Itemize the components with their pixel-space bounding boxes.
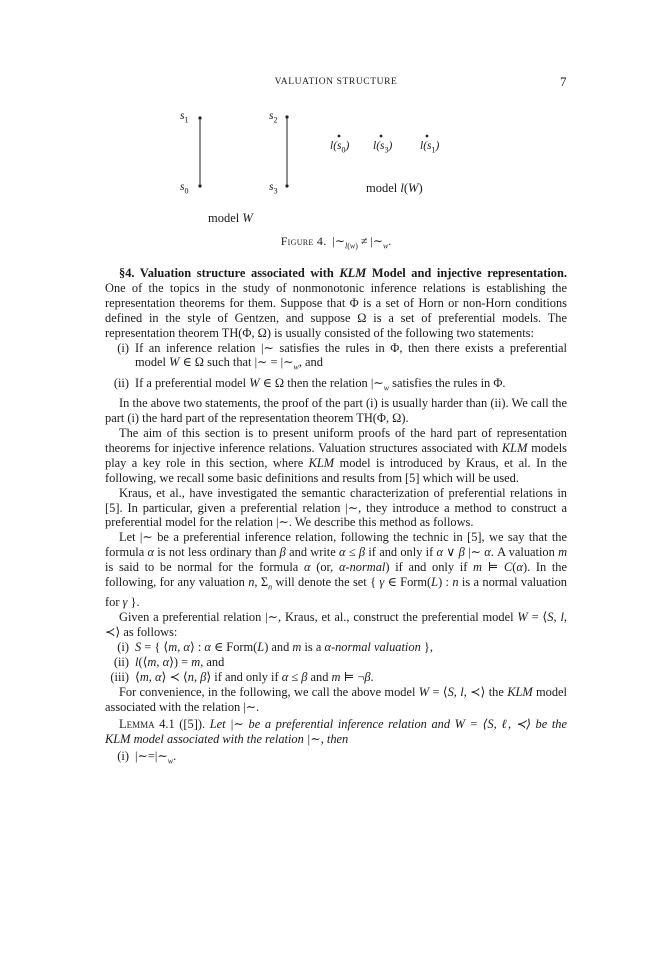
- paragraph: In the above two statements, the proof of the part (i) is usually harder than (ii). We call the part (i) the hard part of the representation theorem TH(Φ, Ω).: [105, 396, 567, 426]
- main-text: [105, 266, 567, 769]
- point-l-s3: [380, 135, 383, 138]
- section-heading-paragraph: §4. Valuation structure associated with KLM Model and injective representation. One of the topics in the study of nonmonotonic inference relations is establishing the representation theorems for them. Suppose that Φ is a set of Horn or non-Horn conditions defined in the style of Gentzen, and suppose Ω is a set of preferential models. The representation theorem TH(Φ, Ω) is usually consisted of the following two statements:: [105, 266, 567, 340]
- label-l-s3: $l(s_3)$: [373, 140, 393, 155]
- list-item: (i) $|\sim=|\sim_w$.: [117, 748, 177, 765]
- model-w-label: model W: [208, 211, 253, 225]
- paragraph: Given a preferential relation |∼, Kraus, et al., construct the preferential model W = ⟨S, l, ≺⟩ as follows:: [105, 610, 567, 640]
- list-item: (iii) ⟨m, α⟩ ≺ ⟨n, β⟩ if and only if α ≤ β and m ⊨ ¬β.: [110, 669, 374, 684]
- node-s0: [198, 184, 201, 187]
- paragraph: Kraus, et al., have investigated the semantic characterization of preferential relations in [5]. In particular, given a preferential relation |∼, they introduce a method to construct a preferential model for the relation |∼. We describe this method as follows.: [105, 485, 567, 530]
- paragraph: The aim of this section is to present uniform proofs of the hard part of representation theorems for injective inference relations. Valuation structures associated with KLM models play a key role in this section, where KLM model is introduced by Kraus, et al. In the following, we recall some basic definitions and results from [5] which will be used.: [105, 426, 567, 485]
- point-l-s1: [426, 135, 429, 138]
- lemma-statement: Lemma 4.1 ([5]). Let |∼ be a preferential inference relation and W = ⟨S, ℓ, ≺⟩ be the KLM model associated with the relation |∼, then: [105, 716, 567, 746]
- label-l-s0: $l(s_0)$: [330, 140, 350, 155]
- node-s1: [198, 116, 201, 119]
- list-item: (i) If an inference relation |∼ satisfies the rules in Φ, then there exists a preferential model W ∈ Ω such that |∼ = $|\sim_w$, and: [117, 340, 567, 372]
- model-lw-label: model l(W): [366, 181, 423, 195]
- figure-4-diagram: [0, 0, 672, 260]
- running-title: VALUATION STRUCTURE: [274, 77, 398, 87]
- paragraph: For convenience, in the following, we call the above model W = ⟨S, l, ≺⟩ the KLM model associated with the relation |∼.: [105, 684, 567, 714]
- figure-caption: Figure 4. $|\sim_{l(w)}$ ≠ $|\sim_w$.: [280, 234, 392, 251]
- node-s2: [285, 115, 288, 118]
- list-item: (i) S = { ⟨m, α⟩ : α ∈ Form(L) and m is a α-normal valuation },: [117, 640, 433, 655]
- label-s0: $s_0$: [180, 181, 189, 196]
- label-s2: $s_2$: [269, 110, 278, 125]
- label-l-s1: $l(s_1)$: [420, 140, 440, 155]
- paragraph: Let |∼ be a preferential inference relation, following the technic in [5], we say that the formula α is not less ordinary than β and write α ≤ β if and only if α ∨ β |∼ α. A valuation m is said to be normal for the formula α (or, α-normal) if and only if m ⊨ C(α). In the following, for any valuation n, $\Sigma_n$ will denote the set { γ ∈ Form(L) : n is a normal valuation for γ }.: [105, 530, 568, 610]
- label-s3: $s_3$: [269, 181, 278, 196]
- point-l-s0: [338, 135, 341, 138]
- list-item: (ii) If a preferential model W ∈ Ω then the relation $|\sim_w$ satisfies the rules in Φ.: [113, 375, 506, 393]
- page-number: 7: [560, 74, 567, 89]
- label-s1: $s_1$: [180, 110, 189, 125]
- node-s3: [285, 184, 288, 187]
- list-item: (ii) l(⟨m, α⟩) = m, and: [113, 655, 225, 670]
